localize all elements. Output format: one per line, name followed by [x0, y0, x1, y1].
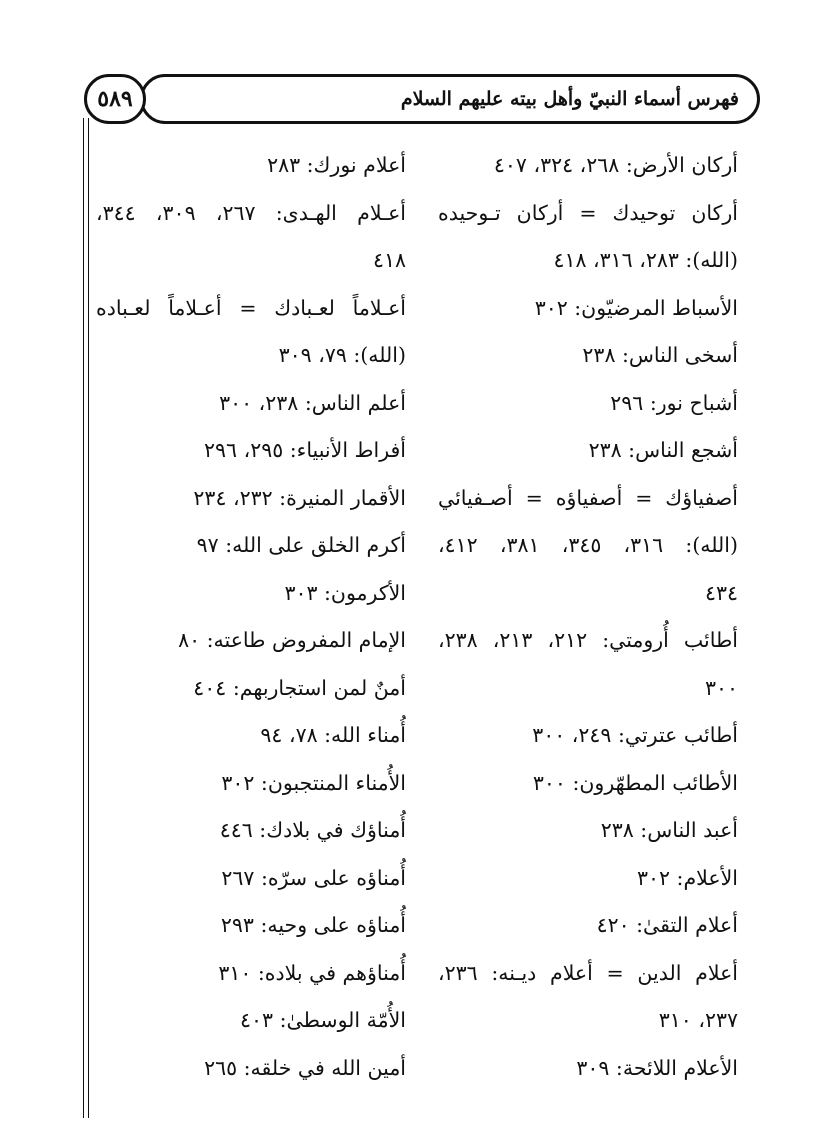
index-entry-line: (الله): ٧٩، ٣٠٩: [278, 343, 406, 367]
index-entry-line: أفراط الأنبياء: ٢٩٥، ٢٩٦: [204, 438, 406, 462]
index-entry-line: أعلم الناس: ٢٣٨، ٣٠٠: [219, 390, 406, 415]
index-entry-line: الأقمار المنيرة: ٢٣٢، ٢٣٤: [193, 485, 406, 510]
index-entry-line: أطائب عترتي: ٢٤٩، ٣٠٠: [532, 723, 738, 747]
index-entry-line: الأسباط المرضيّون: ٣٠٢: [534, 295, 738, 320]
index-entry-line: الإمام المفروض طاعته: ٨٠: [178, 628, 406, 652]
index-entry-line: ٤١٨: [372, 248, 406, 272]
index-entry-line: الأُمناء المنتجبون: ٣٠٢: [221, 770, 406, 795]
index-entry-line: الأكرمون: ٣٠٣: [284, 580, 406, 605]
page-number: ٥٨٩: [97, 86, 133, 112]
running-header: [140, 74, 760, 124]
index-entry-line: (الله): ٢٨٣، ٣١٦، ٤١٨: [553, 248, 738, 272]
index-entry-line: أُمناؤهم في بلاده: ٣١٠: [218, 960, 406, 985]
index-entry-line: الأُمّة الوسطىٰ: ٤٠٣: [240, 1008, 406, 1032]
index-entry-line: أعـلام الهـدى: ٢٦٧، ٣٠٩، ٣٤٤،: [96, 200, 406, 225]
index-entry-line: أُمناؤه على وحيه: ٢٩٣: [220, 913, 406, 937]
index-entry-line: أطائب أُرومتي: ٢١٢، ٢١٣، ٢٣٨،: [438, 628, 739, 652]
index-entry-line: (الله): ٣١٦، ٣٤٥، ٣٨١، ٤١٢،: [438, 533, 738, 557]
index-entry-line: أُمناؤه على سرّه: ٢٦٧: [221, 865, 406, 890]
index-entry-line: أمنٌ لمن استجاربهم: ٤٠٤: [193, 675, 406, 700]
index-entry-line: الأعلام: ٣٠٢: [636, 865, 738, 890]
index-entry-line: أكرم الخلق على الله: ٩٧: [196, 533, 406, 557]
index-entry-line: ٤٣٤: [704, 580, 738, 605]
margin-rule: [83, 118, 89, 1118]
index-entry-line: الأطائب المطهّرون: ٣٠٠: [532, 770, 738, 795]
index-entry-line: أشباح نور: ٢٩٦: [610, 390, 738, 415]
index-entry-line: الأعلام اللائحة: ٣٠٩: [576, 1055, 738, 1080]
index-column-right: [438, 142, 738, 1092]
index-entry-line: أمين الله في خلقه: ٢٦٥: [204, 1055, 406, 1080]
index-entry-line: أصفياؤك = أصفياؤه = أصـفيائي: [438, 485, 738, 510]
index-entry-line: أعلام التقىٰ: ٤٢٠: [596, 913, 738, 937]
index-entry-line: ٢٣٧، ٣١٠: [658, 1008, 738, 1032]
index-entry-line: أُمناء الله: ٧٨، ٩٤: [260, 723, 406, 747]
index-column-left: [96, 142, 406, 1092]
index-entry-line: أعلام نورك: ٢٨٣: [267, 153, 406, 177]
index-entry-line: أعبد الناس: ٢٣٨: [600, 818, 738, 842]
index-entry-line: أركان الأرض: ٢٦٨، ٣٢٤، ٤٠٧: [493, 153, 738, 177]
index-entry-line: أعلام الدين = أعلام ديـنه: ٢٣٦،: [438, 960, 738, 985]
index-entry-line: أُمناؤك في بلادك: ٤٤٦: [219, 818, 406, 842]
index-entry-line: أشجع الناس: ٢٣٨: [588, 438, 738, 462]
index-entry-line: أعـلاماً لعـبادك = أعـلاماً لعـباده: [96, 295, 406, 320]
index-entry-line: أركان توحيدك = أركان تـوحيده: [438, 200, 738, 225]
running-header-title: فهرس أسماء النبيّ وأهل بيته عليهم السلام: [400, 88, 739, 110]
index-entry-line: أسخى الناس: ٢٣٨: [582, 343, 738, 367]
page-number-badge: [84, 74, 146, 124]
index-entry-line: ٣٠٠: [704, 675, 738, 700]
